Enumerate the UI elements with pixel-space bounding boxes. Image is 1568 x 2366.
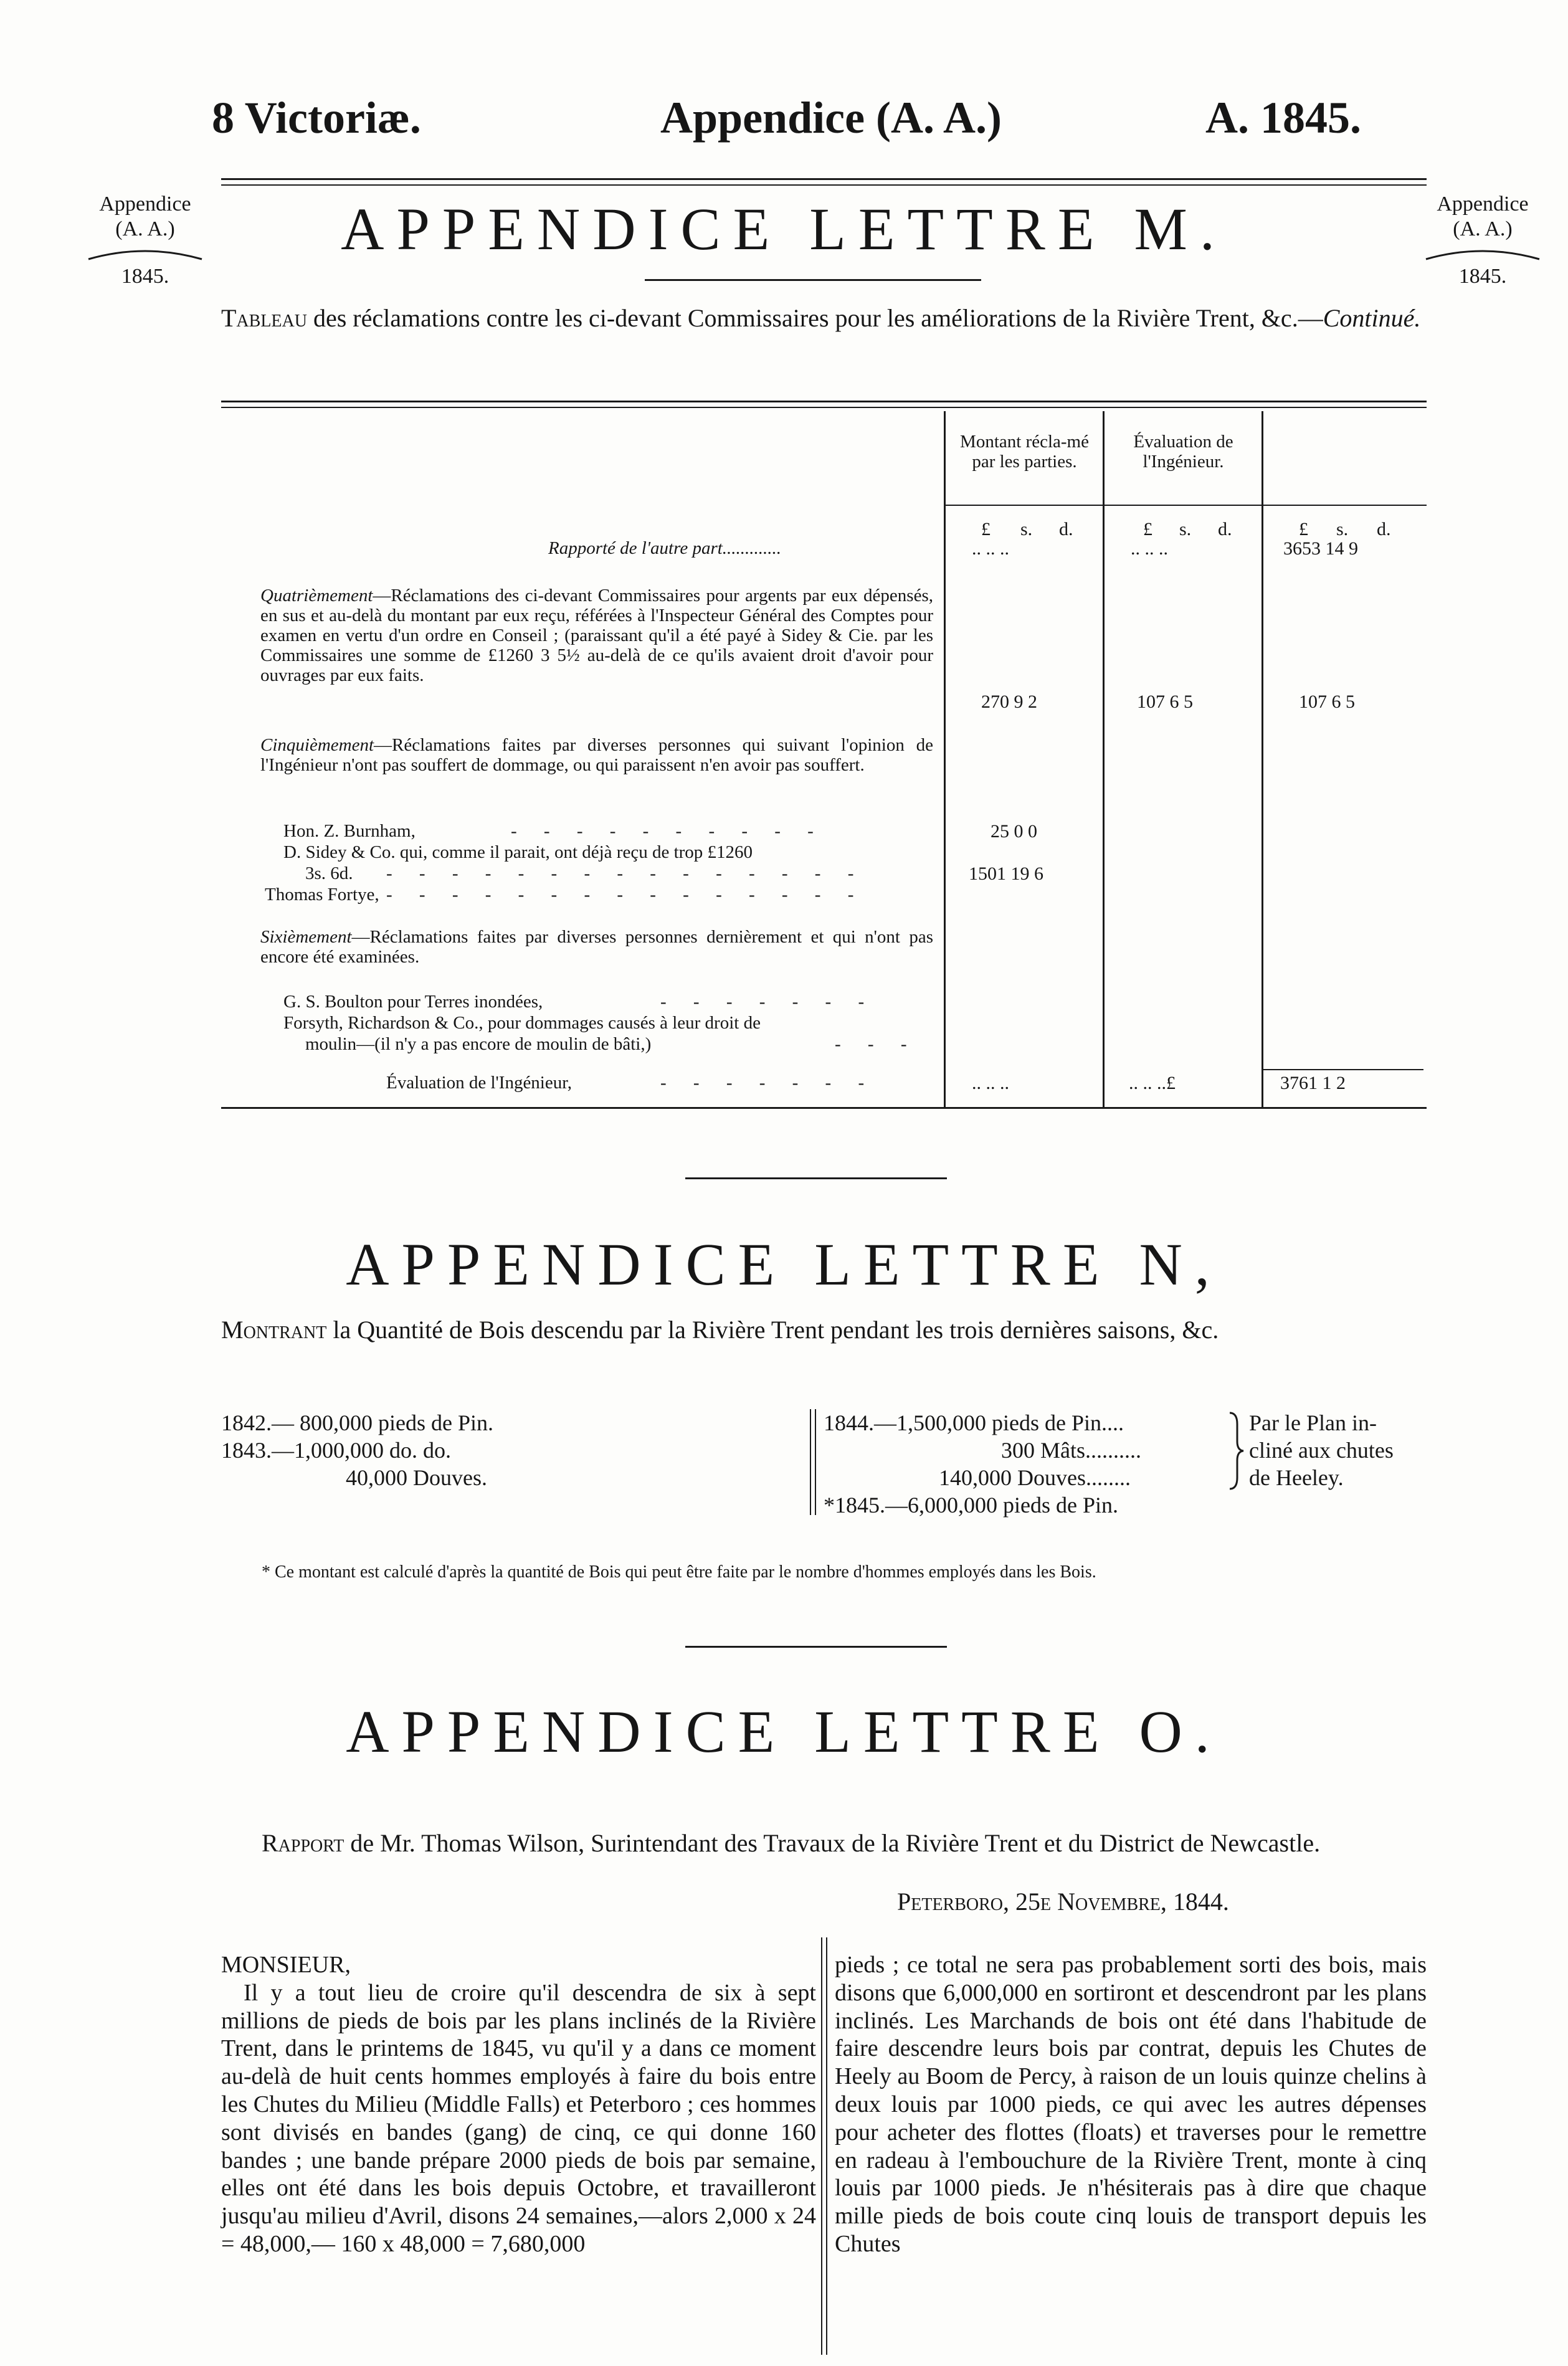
intro-lead: Rapport: [262, 1829, 344, 1857]
table-bottom-rule: [221, 1107, 1427, 1109]
section-n-footnote: * Ce montant est calculé d'après la quantité de Bois qui peut être faite par le nombre d'hommes employés dans les Bois.: [262, 1562, 1096, 1582]
unit-pence: d.: [1218, 519, 1232, 539]
sixiemement-text: —Réclamations faites par diverses personnes dernièrement et qui n'ont pas encore été examinées.: [260, 927, 933, 967]
cinquiemement-text: —Réclamations faites par diverses personnes qui suivant l'opinion de l'Ingénieur n'ont pas souffert de dommage, ou qui paraissent n'en avoir pas souffert.: [260, 735, 933, 775]
section-n-title: APPENDICE LETTRE N,: [346, 1231, 1222, 1298]
col2-header: Évaluation de l'Ingénieur.: [1133, 432, 1233, 472]
letter-right-column: [835, 1951, 1427, 2258]
forsyth-entry-line1: Forsyth, Richardson & Co., pour dommages causés à leur droit de: [283, 1013, 761, 1033]
sidey-col1: 1501 19 6: [969, 863, 1043, 884]
timber-right-list: [824, 1409, 1141, 1519]
letter-text-right: pieds ; ce total ne sera pas probablement sorti des bois, mais disons que 6,000,000 en sortiront et descendront par les plans inclinés. Les Marchands de bois ont été dans l'habitude de faire descendre leurs bois par contrat, depuis les Chutes de Heely au Boom de Percy, à raison de un louis quinze chelins à deux louis par 1000 pieds, ce qui avec les autres dépenses pour acheter des flottes (floats) et traverses pour le remettre en radeau à l'embouchure de la Rivière Trent, monte à cinq louis par 1000 pieds. Je n'hésiterais pas à dire que chaque mille pieds de bois coute cinq louis de transport depuis les Chutes: [835, 1952, 1427, 2257]
header-underline: [944, 505, 1427, 506]
table-divider: [1262, 411, 1263, 1107]
leader-dashes: - - - - - - -: [660, 1073, 876, 1093]
section-n-intro: [221, 1316, 1423, 1344]
brace-note-line: cliné aux chutes: [1249, 1438, 1394, 1463]
table-top-rule: [221, 401, 1427, 402]
quatriemement-col1: 270 9 2: [981, 691, 1037, 712]
unit-shilling: s.: [1336, 519, 1349, 539]
leader-dashes: - - - - - - - - - - - - - - -: [386, 885, 865, 905]
eval-col3: 3761 1 2: [1280, 1073, 1346, 1093]
leader-dashes: - - -: [835, 1034, 918, 1054]
sixiemement-paragraph: [260, 927, 933, 967]
timber-line: 40,000 Douves.: [346, 1465, 487, 1490]
unit-pence: d.: [1059, 519, 1073, 539]
timber-line: 140,000 Douves........: [939, 1465, 1131, 1490]
unit-pound: £: [1299, 519, 1308, 539]
title-rule: [645, 279, 981, 281]
list-divider: [815, 1409, 816, 1515]
list-divider: [810, 1409, 811, 1515]
sidenote-right-label: Appendice: [1437, 192, 1529, 216]
column-divider: [826, 1937, 827, 2355]
salutation: MONSIEUR,: [221, 1952, 351, 1978]
sidenote-left-label: Appendice: [99, 192, 191, 216]
intro-text: la Quantité de Bois descendu par la Rivière Trent pendant les trois dernières saisons, &c.: [326, 1316, 1219, 1344]
table-divider: [1103, 411, 1105, 1107]
quatriemement-col3: 107 6 5: [1299, 691, 1355, 712]
quatriemement-paragraph: [260, 586, 933, 685]
leader-dashes: - - - - - - - - - - - - - - -: [386, 863, 865, 883]
section-m-title: APPENDICE LETTRE M.: [341, 196, 1227, 262]
sixiemement-lead: Sixièmement: [260, 927, 352, 947]
cinquiemement-lead: Cinquièmement: [260, 735, 374, 755]
quatriemement-lead: Quatrièmement: [260, 586, 373, 606]
report-col2: .. .. ..: [1131, 538, 1168, 559]
cinquiemement-paragraph: [260, 735, 933, 775]
brace-note-line: de Heeley.: [1249, 1465, 1344, 1490]
section-rule: [685, 1177, 947, 1179]
quatriemement-text: —Réclamations des ci-devant Commissaires pour argents par eux dépensés, en sus et au-delà du montant par eux reçu, référées à l'Inspecteur Général des Comptes pour examen en vertu d'un ordre en Conseil ; (paraissant qu'il a été payé à Sidey & Cie. par les Commissaires une somme de £1260 3 5½ au-delà de ce qu'ils avaient droit d'avoir pour ouvrages par eux faits.: [260, 586, 933, 685]
unit-pound: £: [1143, 519, 1152, 539]
burnham-entry: Hon. Z. Burnham,: [283, 821, 416, 841]
header-center: Appendice (A. A.): [660, 93, 1002, 143]
timber-left-list: [221, 1409, 493, 1491]
col1-header: Montant récla-mé par les parties.: [960, 432, 1089, 472]
timber-line: 1844.—1,500,000 pieds de Pin....: [824, 1410, 1124, 1435]
timber-line: *1845.—6,000,000 pieds de Pin.: [824, 1493, 1118, 1518]
brace-note: [1249, 1409, 1394, 1491]
sidenote-left-sub: (A. A.): [115, 217, 175, 240]
section-o-intro: [262, 1829, 1423, 1858]
intro-continued: Continué.: [1323, 304, 1421, 332]
quatriemement-col2: 107 6 5: [1137, 691, 1193, 712]
header-rule-thin: [221, 184, 1427, 186]
table-top-rule-thin: [221, 407, 1427, 408]
right-brace-icon: [1227, 1410, 1246, 1491]
leader-dashes: - - - - - - -: [660, 992, 876, 1012]
letter-text-left: Il y a tout lieu de croire qu'il descendra de six à sept millions de pieds de bois par les plans inclinés de la Rivière Trent, dans le printems de 1845, vu qu'il y a dans ce moment au-delà de huit cents hommes employés à faire du bois entre les Chutes du Milieu (Middle Falls) et Peterboro ; ces hommes sont divisés en bandes (gang) de cinq, ce qui donne 160 bandes ; une bande prépare 2000 pieds de bois par semaine, elles ont été dans les bois depuis Octobre, et travailleront jusqu'au milieu d'Avril, disons 24 semaines,—alors 2,000 x 24 = 48,000,— 160 x 48,000 = 7,680,000: [221, 1979, 816, 2257]
eval-col1: .. .. ..: [972, 1073, 1009, 1093]
unit-pound: £: [981, 519, 991, 539]
header-rule: [221, 178, 1427, 180]
sidenote-right-year: 1845.: [1458, 265, 1507, 288]
unit-shilling: s.: [1179, 519, 1192, 539]
dateline: Peterboro, 25e Novembre, 1844.: [897, 1888, 1229, 1916]
sidenote-left-year: 1845.: [121, 265, 169, 288]
section-o-title: APPENDICE LETTRE O.: [346, 1698, 1222, 1765]
sidey-entry-line2: 3s. 6d.: [305, 863, 353, 883]
boulton-entry: G. S. Boulton pour Terres inondées,: [283, 992, 543, 1012]
brace-note-line: Par le Plan in-: [1249, 1410, 1377, 1435]
forsyth-entry-line2: moulin—(il n'y a pas encore de moulin de bâti,): [305, 1034, 652, 1054]
timber-line: 1842.— 800,000 pieds de Pin.: [221, 1410, 493, 1435]
report-label: Rapporté de l'autre part.............: [548, 538, 782, 558]
section-m-intro: [221, 304, 1423, 333]
fortye-entry: Thomas Fortye,: [265, 885, 379, 905]
table-divider: [944, 411, 946, 1107]
letter-left-column: [221, 1951, 816, 2258]
timber-line: 300 Mâts..........: [1001, 1438, 1141, 1463]
timber-line: 1843.—1,000,000 do. do.: [221, 1438, 451, 1463]
burnham-col1: 25 0 0: [991, 821, 1037, 842]
report-col1: .. .. ..: [972, 538, 1009, 559]
unit-pence: d.: [1377, 519, 1391, 539]
header-right: A. 1845.: [1205, 93, 1361, 143]
eval-label: Évaluation de l'Ingénieur,: [386, 1073, 572, 1093]
sidenote-right-sub: (A. A.): [1453, 217, 1513, 240]
column-divider: [821, 1937, 822, 2355]
report-col3: 3653 14 9: [1283, 538, 1358, 559]
intro-text: des réclamations contre les ci-devant Commissaires pour les améliorations de la Rivière Trent, &c.—: [306, 304, 1323, 332]
eval-col2: .. .. ..£: [1129, 1073, 1176, 1093]
total-overline: [1262, 1069, 1423, 1070]
intro-lead: Tableau: [221, 304, 307, 332]
unit-shilling: s.: [1020, 519, 1033, 539]
intro-text: de Mr. Thomas Wilson, Surintendant des Travaux de la Rivière Trent et du District de Newcastle.: [344, 1829, 1321, 1857]
header-left: 8 Victoriæ.: [212, 93, 421, 143]
intro-lead: Montrant: [221, 1316, 327, 1344]
section-rule: [685, 1646, 947, 1648]
sidey-entry-line1: D. Sidey & Co. qui, comme il parait, ont déjà reçu de trop £1260: [283, 842, 753, 862]
leader-dashes: - - - - - - - - - -: [511, 821, 825, 841]
